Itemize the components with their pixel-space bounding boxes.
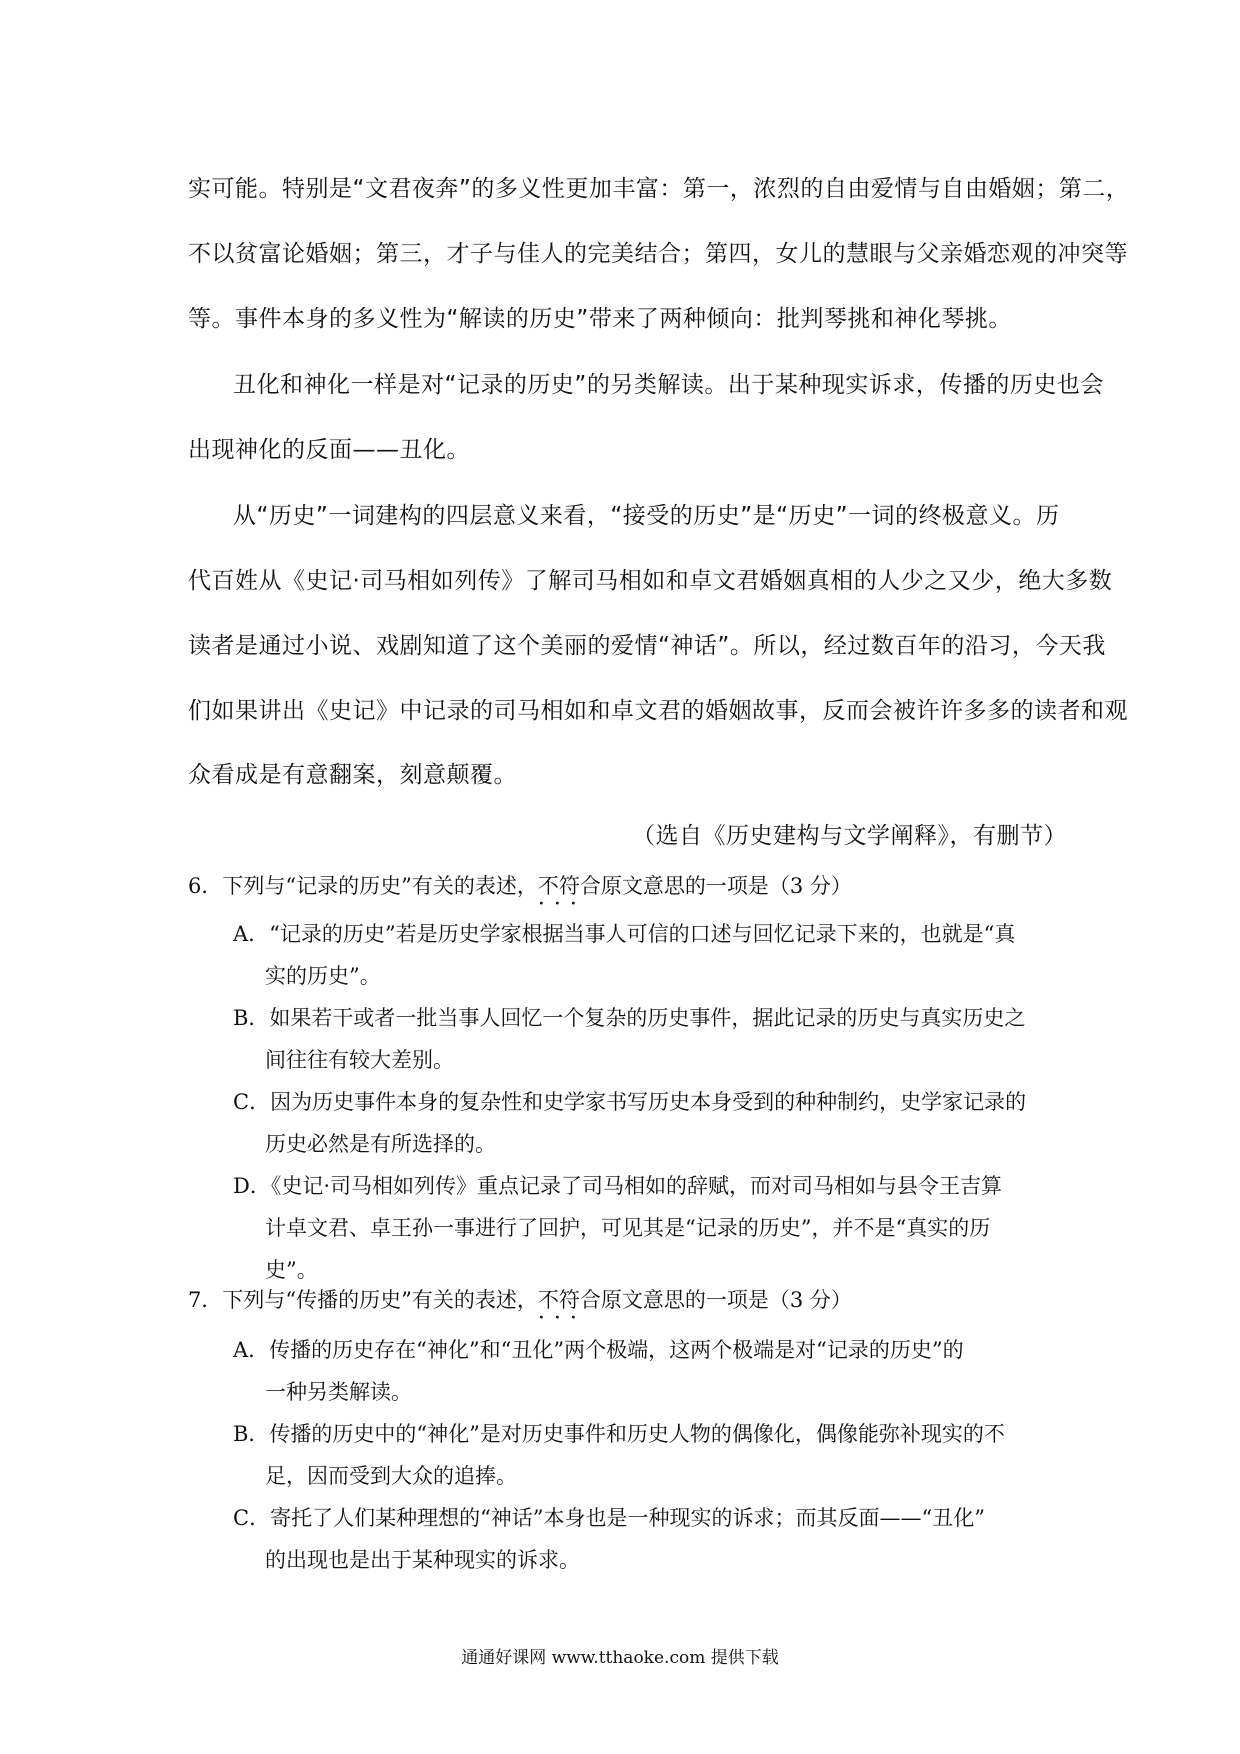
option-d-cont: 史”。 <box>265 1258 318 1282</box>
passage-line: 读者是通过小说、戏剧知道了这个美丽的爱情“神话”。所以，经过数百年的沿习，今天我 <box>188 633 1106 659</box>
option-d-cont: 计卓文君、卓王孙一事进行了回护，可见其是“记录的历史”，并不是“真实的历 <box>265 1216 991 1240</box>
option-a: A．“记录的历史”若是历史学家根据当事人可信的口述与回忆记录下来的，也就是“真 <box>233 922 1016 946</box>
emphasis-dots: 不符合 · · · <box>538 874 601 898</box>
option-b-cont: 间往往有较大差别。 <box>265 1048 454 1072</box>
option-c: C．寄托了人们某种理想的“神话”本身也是一种现实的诉求；而其反面——“丑化” <box>233 1506 986 1530</box>
emphasis-dots: 不符合 · · · <box>538 1288 601 1312</box>
question-7-stem <box>188 1284 852 1314</box>
passage-line: 从“历史”一词建构的四层意义来看，“接受的历史”是“历史”一词的终极意义。历 <box>233 503 1060 529</box>
passage-line: 出现神化的反面——丑化。 <box>188 437 470 463</box>
option-c-cont: 历史必然是有所选择的。 <box>265 1132 496 1156</box>
option-c-cont: 的出现也是出于某种现实的诉求。 <box>265 1548 580 1572</box>
passage-line: 实可能。特别是“文君夜奔”的多义性更加丰富：第一，浓烈的自由爱情与自由婚姻；第二， <box>188 176 1130 202</box>
option-a: A．传播的历史存在“神化”和“丑化”两个极端，这两个极端是对“记录的历史”的 <box>233 1338 964 1362</box>
option-a-cont: 实的历史”。 <box>265 964 381 988</box>
option-b: B．如果若干或者一批当事人回忆一个复杂的历史事件，据此记录的历史与真实历史之 <box>233 1006 1026 1030</box>
option-b: B．传播的历史中的“神化”是对历史事件和历史人物的偶像化，偶像能弥补现实的不 <box>233 1422 1005 1446</box>
passage-line: 不以贫富论婚姻；第三，才子与佳人的完美结合；第四，女儿的慧眼与父亲婚恋观的冲突等 <box>188 241 1128 267</box>
option-a-cont: 一种另类解读。 <box>265 1380 412 1404</box>
passage-line: 代百姓从《史记·司马相如列传》了解司马相如和卓文君婚姻真相的人少之又少，绝大多数 <box>188 568 1113 594</box>
question-stem-pre: 7．下列与“传播的历史”有关的表述， <box>188 1288 538 1312</box>
passage-line: 们如果讲出《史记》中记录的司马相如和卓文君的婚姻故事，反而会被许许多多的读者和观 <box>188 698 1128 724</box>
passage-source: （选自《历史建构与文学阐释》，有删节） <box>632 823 1067 849</box>
passage-line: 丑化和神化一样是对“记录的历史”的另类解读。出于某种现实诉求，传播的历史也会 <box>233 372 1104 398</box>
option-d: D．《史记·司马相如列传》重点记录了司马相如的辞赋，而对司马相如与县令王吉算 <box>233 1174 1003 1198</box>
passage-line: 等。事件本身的多义性为“解读的历史”带来了两种倾向：批判琴挑和神化琴挑。 <box>188 306 1012 332</box>
page-footer: 通通好课网 www.tthaoke.com 提供下载 <box>461 1648 779 1668</box>
question-stem-post: 原文意思的一项是（3 分） <box>600 1288 852 1312</box>
question-stem-pre: 6．下列与“记录的历史”有关的表述， <box>188 874 538 898</box>
question-6-stem <box>188 870 852 900</box>
option-c: C．因为历史事件本身的复杂性和史学家书写历史本身受到的种种制约，史学家记录的 <box>233 1090 1027 1114</box>
passage-line: 众看成是有意翻案，刻意颠覆。 <box>188 762 517 788</box>
option-b-cont: 足，因而受到大众的追捧。 <box>265 1464 517 1488</box>
question-stem-post: 原文意思的一项是（3 分） <box>600 874 852 898</box>
